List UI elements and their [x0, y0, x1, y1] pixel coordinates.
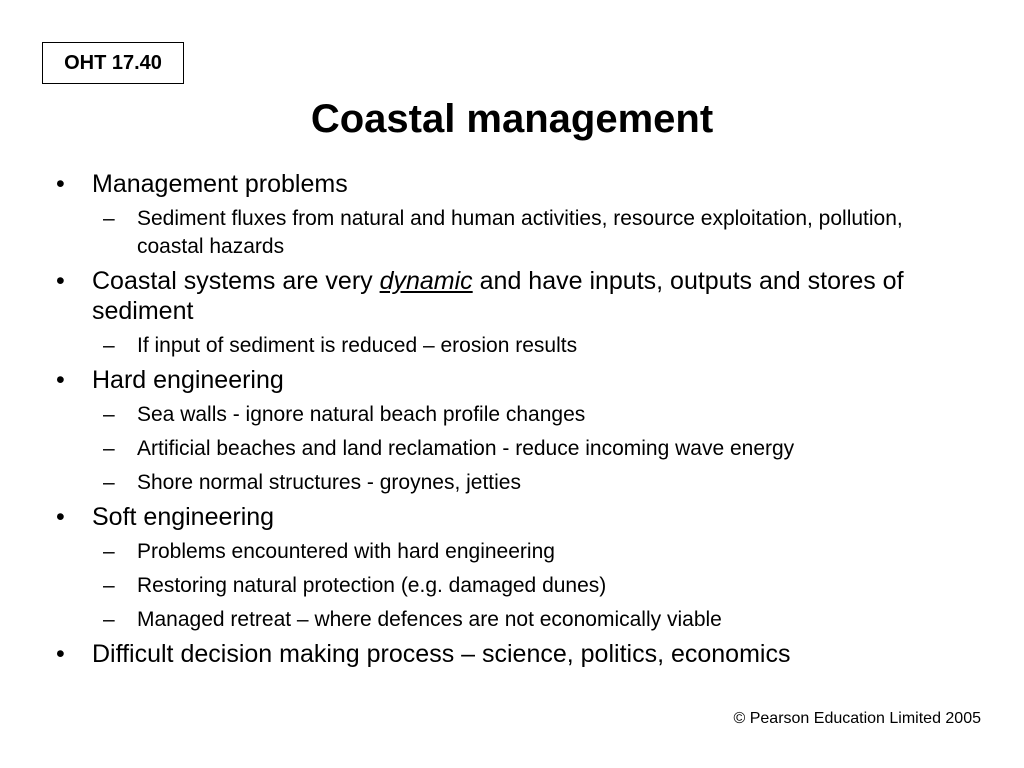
sub-bullet-text: Restoring natural protection (e.g. damaged dunes) [137, 574, 607, 597]
bullet-text: Management problems [92, 170, 348, 198]
bullet-text: Soft engineering [92, 503, 275, 531]
sub-bullet-item [103, 332, 966, 360]
bullet-item [56, 639, 966, 669]
sub-bullet-marker: – [103, 207, 115, 230]
sub-bullet-marker: – [103, 403, 115, 426]
sub-bullet-item [103, 606, 966, 634]
sub-bullet-item [103, 538, 966, 566]
bullet-marker: • [56, 503, 65, 531]
sub-bullet-text: Sediment fluxes from natural and human activities, resource exploitation, pollution, coastal hazards [137, 207, 903, 258]
bullet-text-emphasis: dynamic [379, 267, 473, 295]
bullet-marker: • [56, 267, 65, 295]
page-title: Coastal management [310, 97, 714, 141]
bullet-item [56, 169, 966, 199]
bullet-marker: • [56, 640, 65, 668]
sub-bullet-text: Managed retreat – where defences are not economically viable [137, 608, 722, 631]
sub-bullet-marker: – [103, 334, 115, 357]
bullet-item [56, 365, 966, 395]
sub-bullet-text: If input of sediment is reduced – erosion results [137, 334, 578, 357]
bullet-list [56, 164, 966, 669]
sub-bullet-text: Artificial beaches and land reclamation - reduce incoming wave energy [137, 437, 795, 460]
bullet-text: Hard engineering [92, 366, 284, 394]
sub-bullet-text: Problems encountered with hard engineering [137, 540, 555, 563]
copyright-notice: © Pearson Education Limited 2005 [733, 710, 981, 727]
sub-bullet-marker: – [103, 540, 115, 563]
bullet-text: Difficult decision making process – science, politics, economics [92, 640, 791, 668]
sub-bullet-text: Sea walls - ignore natural beach profile changes [137, 403, 586, 426]
bullet-item [56, 502, 966, 532]
sub-bullet-text: Shore normal structures - groynes, jetties [137, 471, 521, 494]
sub-bullet-marker: – [103, 437, 115, 460]
bullet-marker: • [56, 366, 65, 394]
slide-label: OHT 17.40 [42, 42, 184, 84]
sub-bullet-item [103, 469, 966, 497]
bullet-text-after: and have inputs, outputs and stores of sediment [92, 267, 904, 325]
sub-bullet-marker: – [103, 471, 115, 494]
bullet-item [56, 266, 966, 326]
bullet-text-before: Coastal systems are very [92, 267, 380, 295]
sub-bullet-item [103, 572, 966, 600]
sub-bullet-item [103, 435, 966, 463]
sub-bullet-marker: – [103, 608, 115, 631]
sub-bullet-item [103, 205, 966, 261]
sub-bullet-marker: – [103, 574, 115, 597]
sub-bullet-item [103, 401, 966, 429]
bullet-marker: • [56, 170, 65, 198]
